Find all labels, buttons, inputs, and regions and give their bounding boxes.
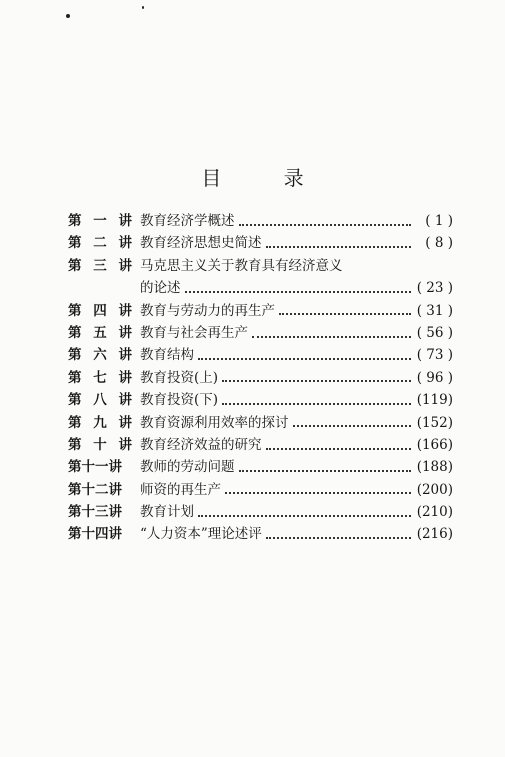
dot-leader <box>266 245 412 248</box>
lecture-number-char: 二 <box>93 235 107 252</box>
lecture-number-char: 第十一讲 <box>68 459 122 476</box>
toc-entry <box>68 367 453 389</box>
lecture-number-char: 第 <box>68 235 82 252</box>
lecture-title: 教育经济效益的研究 <box>140 436 262 453</box>
toc-entry <box>68 210 453 232</box>
lecture-number-char: 第十二讲 <box>68 481 122 498</box>
lecture-number-char: 讲 <box>118 257 132 274</box>
dot-leader <box>266 447 412 450</box>
lecture-number <box>68 322 132 344</box>
toc-entry <box>68 523 453 545</box>
toc-entry <box>68 389 453 411</box>
toc-entry <box>68 232 453 254</box>
lecture-number-char: 讲 <box>118 347 132 364</box>
page-title: 目 录 <box>201 166 332 190</box>
dot-leader <box>239 469 412 472</box>
lecture-number-char: 七 <box>93 369 107 386</box>
lecture-number-char: 第 <box>68 213 82 229</box>
dot-leader <box>185 290 412 293</box>
lecture-number-char: 讲 <box>118 392 132 409</box>
toc-entry <box>68 344 453 366</box>
lecture-number <box>68 523 132 545</box>
lecture-title: 的论述 <box>140 280 181 297</box>
scan-speck <box>66 14 70 18</box>
lecture-number-char: 第 <box>68 257 82 274</box>
lecture-number-char: 第 <box>68 436 82 453</box>
toc-entry <box>68 255 453 277</box>
toc-entry <box>68 434 453 456</box>
lecture-number-char: 第十三讲 <box>68 504 122 521</box>
lecture-number-char: 讲 <box>118 436 132 453</box>
toc-entry <box>68 456 453 478</box>
lecture-title: 教育与社会再生产 <box>140 324 248 341</box>
page-number: ( 56 ) <box>416 324 453 341</box>
toc-entry <box>68 300 453 322</box>
lecture-number-char: 一 <box>93 213 107 229</box>
dot-leader <box>222 402 411 405</box>
lecture-title: 教育经济思想史简述 <box>140 235 262 252</box>
lecture-title: 教育与劳动力的再生产 <box>140 302 275 319</box>
lecture-title: 教育投资(下) <box>140 392 219 409</box>
page-number: (152) <box>416 414 453 431</box>
lecture-number-char: 讲 <box>118 369 132 386</box>
dot-leader <box>198 357 411 360</box>
lecture-number <box>68 300 132 322</box>
lecture-number-char: 第 <box>68 347 82 364</box>
lecture-number-char: 第 <box>68 414 82 431</box>
toc-entry <box>68 277 453 299</box>
dot-leader <box>279 312 411 315</box>
lecture-title: 教师的劳动问题 <box>140 459 235 476</box>
lecture-title: 教育计划 <box>140 504 194 521</box>
lecture-number-char: 四 <box>93 302 107 319</box>
lecture-number-char: 三 <box>93 257 107 274</box>
dot-leader <box>222 379 411 382</box>
page-number: ( 1 ) <box>425 213 453 229</box>
lecture-number-char: 六 <box>93 347 107 364</box>
dot-leader <box>266 536 411 539</box>
dot-leader <box>225 491 411 494</box>
lecture-number-char: 第十四讲 <box>68 526 122 543</box>
lecture-number-char: 第 <box>68 369 82 386</box>
lecture-title: 教育资源利用效率的探讨 <box>140 414 289 431</box>
lecture-number <box>68 389 132 411</box>
lecture-number-char: 第 <box>68 392 82 409</box>
lecture-title: 教育经济学概述 <box>140 213 235 229</box>
toc-entry <box>68 479 453 501</box>
page-number: (210) <box>416 504 453 521</box>
lecture-number <box>68 456 132 478</box>
lecture-number <box>68 344 132 366</box>
toc-entry <box>68 501 453 523</box>
lecture-title: “人力资本”理论述评 <box>140 526 262 543</box>
page-number: ( 31 ) <box>416 302 453 319</box>
page-number: (200) <box>416 481 453 498</box>
lecture-number-char: 五 <box>93 324 107 341</box>
toc-entry <box>68 322 453 344</box>
lecture-number-char: 第 <box>68 302 82 319</box>
lecture-number-char: 九 <box>93 414 107 431</box>
lecture-title: 马克思主义关于教育具有经济意义 <box>140 257 343 274</box>
lecture-number-char: 十 <box>93 436 107 453</box>
dot-leader <box>198 514 411 517</box>
lecture-number <box>68 434 132 456</box>
page-number: ( 23 ) <box>416 280 453 297</box>
lecture-number <box>68 501 132 523</box>
lecture-title: 教育结构 <box>140 347 194 364</box>
lecture-number-char: 讲 <box>118 213 132 229</box>
page-number: ( 8 ) <box>425 235 453 252</box>
lecture-number-char: 讲 <box>118 302 132 319</box>
lecture-number <box>68 367 132 389</box>
lecture-number-char: 讲 <box>118 324 132 341</box>
lecture-number <box>68 210 132 232</box>
lecture-number-char: 第 <box>68 324 82 341</box>
page-number: ( 73 ) <box>416 347 453 364</box>
lecture-number <box>68 479 132 501</box>
dot-leader <box>239 223 412 226</box>
dot-leader <box>293 424 412 427</box>
lecture-title: 教育投资(上) <box>140 369 219 386</box>
lecture-number-char: 八 <box>93 392 107 409</box>
page-number: ( 96 ) <box>416 369 453 386</box>
lecture-number <box>68 255 132 277</box>
page-number: (119) <box>416 392 453 409</box>
scan-speck <box>142 6 144 9</box>
page-number: (188) <box>416 459 453 476</box>
lecture-number-char: 讲 <box>118 235 132 252</box>
table-of-contents <box>68 210 453 546</box>
lecture-number <box>68 412 132 434</box>
toc-entry <box>68 412 453 434</box>
page-number: (166) <box>416 436 453 453</box>
dot-leader <box>252 335 411 338</box>
lecture-number <box>68 232 132 254</box>
lecture-title: 师资的再生产 <box>140 481 221 498</box>
lecture-number-char: 讲 <box>118 414 132 431</box>
page-number: (216) <box>416 526 453 543</box>
